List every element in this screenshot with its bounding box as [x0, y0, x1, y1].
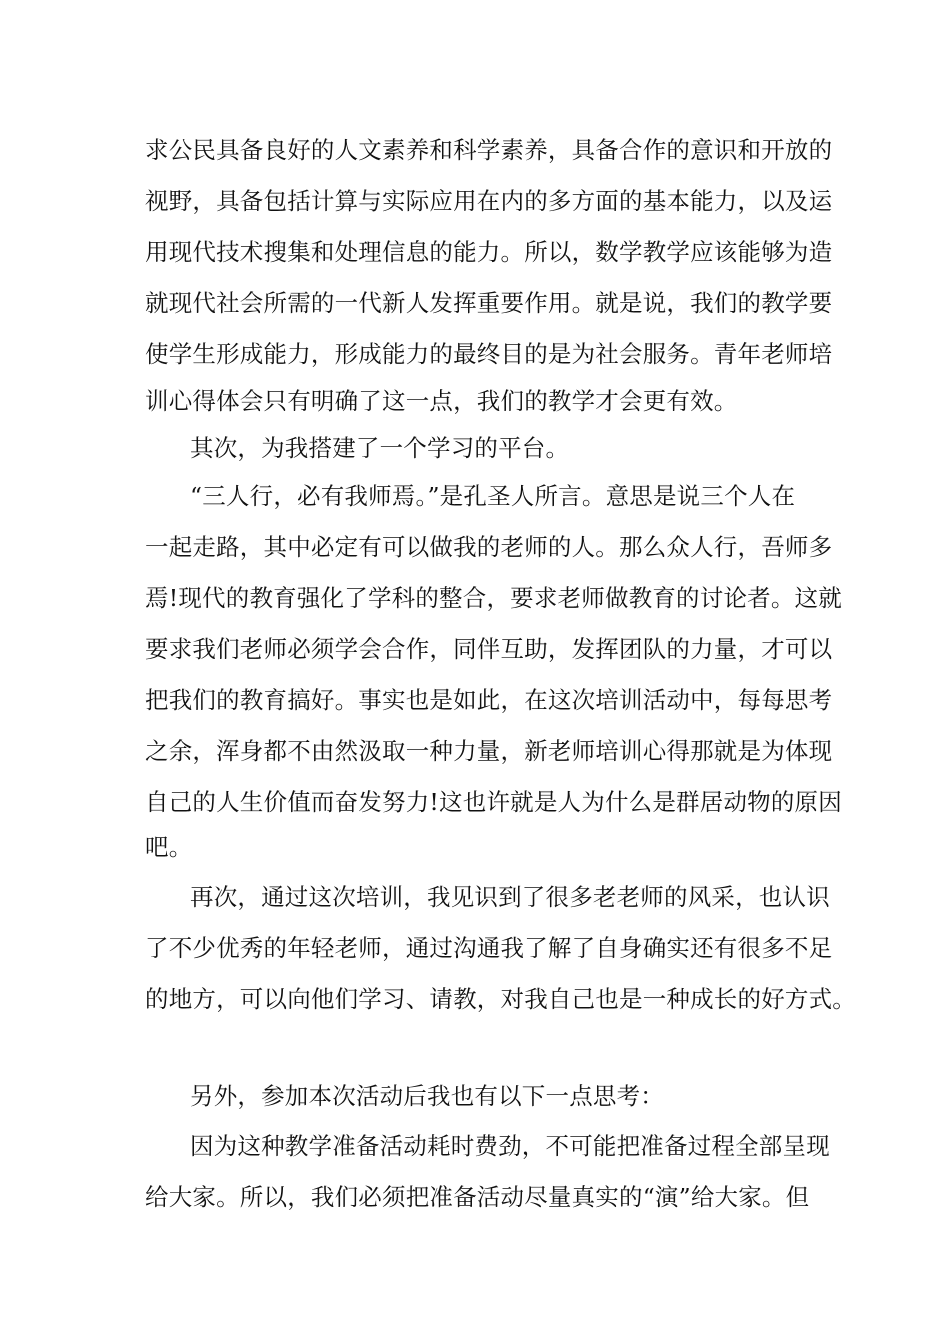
paragraph-first-line: 因为这种教学准备活动耗时费劲，不可能把准备过程全部呈现: [190, 1132, 830, 1160]
paragraph-first-line: 再次，通过这次培训，我见识到了很多老老师的风采，也认识: [190, 883, 830, 911]
text-line: 用现代技术搜集和处理信息的能力。所以，数学教学应该能够为造: [145, 238, 833, 266]
text-line: 焉!现代的教育强化了学科的整合，要求老师做教育的讨论者。这就: [145, 584, 842, 612]
text-line: 了不少优秀的年轻老师，通过沟通我了解了自身确实还有很多不足: [145, 934, 833, 962]
text-line: 自己的人生价值而奋发努力!这也许就是人为什么是群居动物的原因: [145, 788, 842, 816]
text-line: 使学生形成能力，形成能力的最终目的是为社会服务。青年老师培: [145, 340, 833, 368]
text-line: 的地方，可以向他们学习、请教，对我自己也是一种成长的好方式。: [145, 985, 856, 1013]
text-line: 吧。: [145, 833, 193, 861]
paragraph-first-line: 另外，参加本次活动后我也有以下一点思考：: [190, 1082, 664, 1110]
text-line: 之余，浑身都不由然汲取一种力量，新老师培训心得那就是为体现: [145, 737, 833, 765]
paragraph-first-line: 其次，为我搭建了一个学习的平台。: [190, 434, 570, 462]
text-line: 训心得体会只有明确了这一点，我们的教学才会更有效。: [145, 387, 738, 415]
text-line: 就现代社会所需的一代新人发挥重要作用。就是说，我们的教学要: [145, 289, 833, 317]
text-line: 把我们的教育搞好。事实也是如此，在这次培训活动中，每每思考: [145, 686, 833, 714]
text-line: 一起走路，其中必定有可以做我的老师的人。那么众人行，吾师多: [145, 533, 833, 561]
text-line: 要求我们老师必须学会合作，同伴互助，发挥团队的力量，才可以: [145, 635, 833, 663]
text-line: 给大家。所以，我们必须把准备活动尽量真实的“演”给大家。但: [145, 1183, 810, 1211]
text-line: 视野，具备包括计算与实际应用在内的多方面的基本能力，以及运: [145, 187, 833, 215]
paragraph-first-line: “三人行，必有我师焉。”是孔圣人所言。意思是说三个人在: [190, 482, 796, 510]
text-line: 求公民具备良好的人文素养和科学素养，具备合作的意识和开放的: [145, 136, 833, 164]
